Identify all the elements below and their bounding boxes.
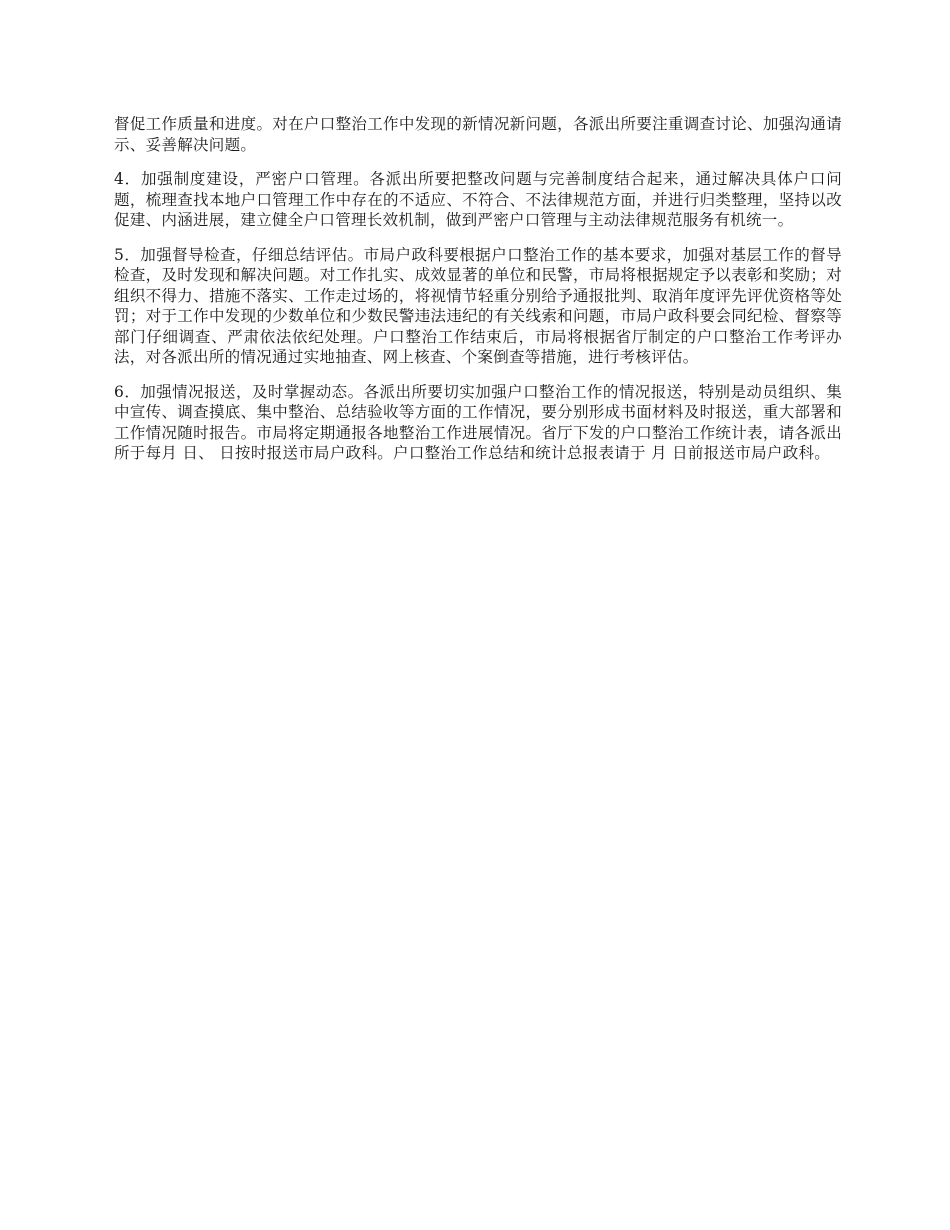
paragraph-continuation: 督促工作质量和进度。对在户口整治工作中发现的新情况新问题，各派出所要注重调查讨论、加强沟通请示、妥善解决问题。 [114, 115, 842, 154]
paragraph-item-6: 6．加强情况报送，及时掌握动态。各派出所要切实加强户口整治工作的情况报送，特别是动员组织、集中宣传、调查摸底、集中整治、总结验收等方面的工作情况，要分别形成书面材料及时报送，重大部署和工作情况随时报告。市局将定期通报各地整治工作进展情况。省厅下发的户口整治工作统计表，请各派出所于每月 日、 日按时报送市局户政科。户口整治工作总结和统计总报表请于 月 日前报送市局户政科。 [114, 382, 842, 462]
paragraph-item-5: 5．加强督导检查，仔细总结评估。市局户政科要根据户口整治工作的基本要求，加强对基层工作的督导检查，及时发现和解决问题。对工作扎实、成效显著的单位和民警，市局将根据规定予以表彰和奖励；对组织不得力、措施不落实、工作走过场的，将视情节轻重分别给予通报批判、取消年度评先评优资格等处罚；对于工作中发现的少数单位和少数民警违法违纪的有关线索和问题，市局户政科要会同纪检、督察等部门仔细调查、严肃依法依纪处理。户口整治工作结束后，市局将根据省厅制定的户口整治工作考评办法，对各派出所的情况通过实地抽查、网上核查、个案倒查等措施，进行考核评估。 [114, 245, 842, 366]
paragraph-item-4: 4．加强制度建设，严密户口管理。各派出所要把整改问题与完善制度结合起来，通过解决具体户口问题，梳理查找本地户口管理工作中存在的不适应、不符合、不法律规范方面，并进行归类整理，坚持以改促建、内涵进展，建立健全户口管理长效机制，做到严密户口管理与主动法律规范服务有机统一。 [114, 170, 842, 229]
document-body [114, 114, 842, 478]
